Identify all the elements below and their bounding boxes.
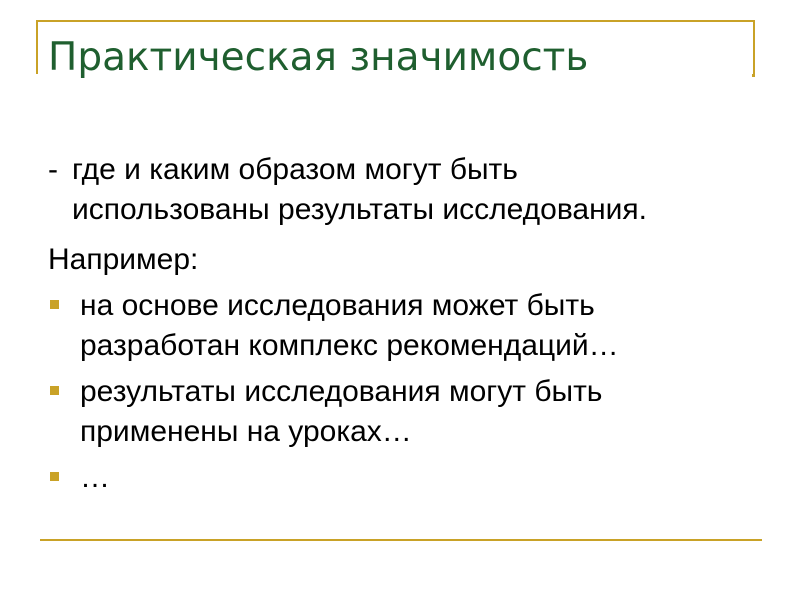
bullet-text-line-1: на основе исследования может быть <box>80 289 595 322</box>
frame-left-line <box>36 20 38 74</box>
frame-corner-dot <box>752 74 755 77</box>
example-label: Например: <box>48 243 199 276</box>
bullet-text-line-1: … <box>80 461 110 494</box>
frame-bottom-line <box>40 539 762 541</box>
frame-top-line <box>36 20 755 22</box>
intro-first-line <box>48 150 748 190</box>
square-bullet-icon <box>50 300 59 309</box>
intro-dash: - <box>48 153 58 186</box>
bullet-item <box>48 372 748 452</box>
bullet-item <box>48 286 748 366</box>
slide-title: Практическая значимость <box>48 35 589 80</box>
square-bullet-icon <box>50 472 59 481</box>
bullet-text-line-2: применены на уроках… <box>80 415 412 448</box>
bullet-text-line-1: результаты исследования могут быть <box>80 375 603 408</box>
intro-text-line-2: использованы результаты исследования. <box>72 193 648 226</box>
slide-content <box>48 150 748 498</box>
frame-right-line <box>753 20 755 74</box>
intro-text-line-1: где и каким образом могут быть <box>72 153 518 186</box>
bullet-item <box>48 458 748 498</box>
bullet-text-line-2: разработан комплекс рекомендаций… <box>80 329 619 362</box>
square-bullet-icon <box>50 386 59 395</box>
